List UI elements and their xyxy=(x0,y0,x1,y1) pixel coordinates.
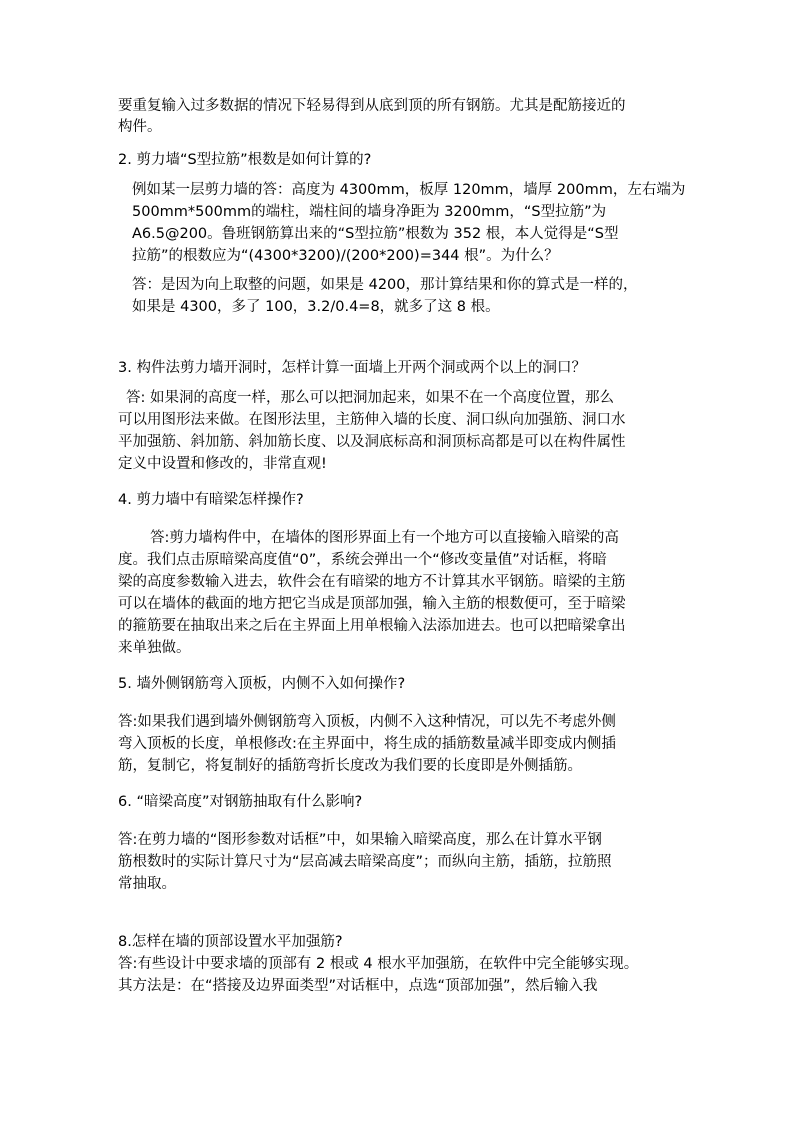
question-heading: 8.怎样在墙的顶部设置水平加强筋? xyxy=(118,934,343,950)
question-heading: 2. 剪力墙“S型拉筋”根数是如何计算的? xyxy=(118,152,372,168)
answer-line: 可以在墙体的截面的地方把它当成是顶部加强，输入主筋的根数便可，至于暗梁 xyxy=(118,596,626,612)
answer-line: 的箍筋要在抽取出来之后在主界面上用单根输入法添加进去。也可以把暗梁拿出 xyxy=(118,618,626,634)
answer-line: 筋，复制它，将复制好的插筋弯折长度改为我们要的长度即是外侧插筋。 xyxy=(118,758,582,774)
question-heading: 5. 墙外侧钢筋弯入顶板，内侧不入如何操作? xyxy=(118,676,406,692)
answer-line: 答：是因为向上取整的问题，如果是 4200，那计算结果和你的算式是一样的， xyxy=(132,277,638,293)
paragraph-line: 要重复输入过多数据的情况下轻易得到从底到顶的所有钢筋。尤其是配筋接近的 xyxy=(118,98,626,114)
answer-line: 答: 如果洞的高度一样，那么可以把洞加起来，如果不在一个高度位置，那么 xyxy=(126,390,614,406)
question-heading: 3. 构件法剪力墙开洞时，怎样计算一面墙上开两个洞或两个以上的洞口？ xyxy=(118,360,586,376)
example-line: A6.5@200。鲁班钢筋算出来的“S型拉筋”根数为 352 根，本人觉得是“S型 xyxy=(132,226,619,242)
question-heading: 6. “暗梁高度”对钢筋抽取有什么影响? xyxy=(118,794,363,810)
answer-line: 度。我们点击原暗梁高度值“0”，系统会弹出一个“修改变量值”对话框，将暗 xyxy=(118,552,607,568)
answer-line: 常抽取。 xyxy=(118,876,176,892)
answer-line: 答:有些设计中要求墙的顶部有 2 根或 4 根水平加强筋，在软件中完全能够实现。 xyxy=(118,956,639,972)
paragraph-line: 构件。 xyxy=(118,119,162,135)
answer-line: 弯入顶板的长度，单根修改:在主界面中，将生成的插筋数量减半即变成内侧插 xyxy=(118,736,616,752)
example-line: 500mm*500mm的端柱，端柱间的墙身净距为 3200mm，“S型拉筋”为 xyxy=(132,204,607,220)
answer-line: 来单独做。 xyxy=(118,640,191,656)
answer-line: 定义中设置和修改的，非常直观! xyxy=(118,456,327,472)
answer-line: 如果是 4300，多了 100，3.2/0.4=8，就多了这 8 根。 xyxy=(132,299,500,315)
example-line: 例如某一层剪力墙的答：高度为 4300mm，板厚 120mm，墙厚 200mm，左右端为 xyxy=(132,182,686,198)
answer-line: 答:如果我们遇到墙外侧钢筋弯入顶板，内侧不入这种情况，可以先不考虑外侧 xyxy=(118,714,616,730)
example-line: 拉筋”的根数应为“(4300*3200)/(200*200)=344 根”。为什么？ xyxy=(132,248,559,264)
question-heading: 4. 剪力墙中有暗梁怎样操作? xyxy=(118,492,304,508)
answer-line: 可以用图形法来做。在图形法里，主筋伸入墙的长度、洞口纵向加强筋、洞口水 xyxy=(118,412,626,428)
answer-line: 答:在剪力墙的“图形参数对话框”中，如果输入暗梁高度，那么在计算水平钢 xyxy=(118,832,602,848)
answer-line: 筋根数时的实际计算尺寸为“层高减去暗梁高度”；而纵向主筋，插筋，拉筋照 xyxy=(118,854,612,870)
answer-line: 梁的高度参数输入进去，软件会在有暗梁的地方不计算其水平钢筋。暗梁的主筋 xyxy=(118,574,626,590)
answer-line: 平加强筋、斜加筋、斜加筋长度、以及洞底标高和洞顶标高都是可以在构件属性 xyxy=(118,434,626,450)
answer-line: 其方法是：在“搭接及边界面类型”对话框中，点选“顶部加强”，然后输入我 xyxy=(118,978,598,994)
answer-line: 答:剪力墙构件中，在墙体的图形界面上有一个地方可以直接输入暗梁的高 xyxy=(150,530,619,546)
